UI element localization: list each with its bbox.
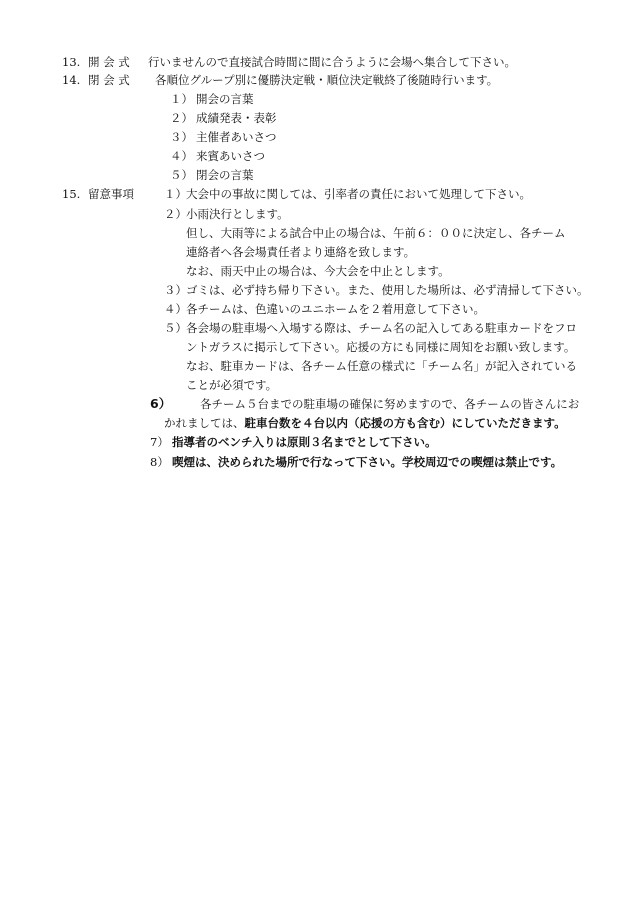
closing-step-number: ４） [170,149,193,163]
item-15-number: 15. [62,187,81,201]
item-14-text: 各順位グループ別に優勝決定戦・順位決定戦終了後随時行います。 [155,73,499,87]
item-14-label: 閉 会 式 [88,73,130,87]
note-8-text: 喫煙は、決められた場所で行なって下さい。学校周辺での喫煙は禁止です。 [172,455,563,469]
closing-step-text: 開会の言葉 [196,92,254,106]
note-5-line: ことが必須です。 [186,378,278,392]
closing-step-number: １） [170,92,193,106]
note-6-parking-limit: 駐車台数を４台以内（応援の方も含む）にしていただきます。 [244,416,566,430]
note-5-number: ５） [164,321,187,335]
note-7-number: 7） [150,435,169,449]
note-1-number: １） [164,187,187,201]
note-6-text: 各チーム５台までの駐車場の確保に努めますので、各チームの皆さんにお [200,397,580,411]
closing-step-text: 来賓あいさつ [196,149,265,163]
note-3-text: ゴミは、必ず持ち帰り下さい。また、使用した場所は、必ず清掃して下さい。 [186,283,589,297]
closing-step-number: ３） [170,130,193,144]
closing-step-number: ２） [170,111,193,125]
note-4-number: ４） [164,302,187,316]
note-2-line: なお、雨天中止の場合は、今大会を中止とします。 [186,264,450,278]
note-2-text: 小雨決行とします。 [186,207,289,221]
item-13-number: 13. [62,55,81,69]
note-5-text: 各会場の駐車場へ入場する際は、チーム名の記入してある駐車カードをフロ [186,321,577,335]
closing-step-text: 閉会の言葉 [196,168,254,182]
note-1-text: 大会中の事故に関しては、引率者の責任において処理して下さい。 [186,187,531,201]
note-5-line: ントガラスに掲示して下さい。応援の方にも同様に周知をお願い致します。 [186,340,576,354]
note-4-text: 各チームは、色違いのユニホームを２着用意して下さい。 [186,302,485,316]
note-7-text: 指導者のベンチ入りは原則３名までとして下さい。 [172,435,437,449]
note-6-line-2 [164,416,566,430]
note-2-line: 連絡者へ各会場責任者より連絡を致します。 [186,245,416,259]
note-2-number: ２） [164,207,187,221]
note-3-number: ３） [164,283,187,297]
note-8-number: 8） [150,455,169,469]
closing-step-text: 成績発表・表彰 [196,111,277,125]
closing-step-text: 主催者あいさつ [196,130,277,144]
item-13-label: 開 会 式 [88,55,130,69]
note-5-line: なお、駐車カードは、各チーム任意の様式に「チーム名」が記入されている [186,359,577,373]
item-13-text: 行いませんので直接試合時間に間に合うように会場へ集合して下さい。 [148,55,516,69]
note-6-line-2-plain: かれましては、 [164,416,245,430]
note-2-line: 但し、大雨等による試合中止の場合は、午前６：００に決定し、各チーム [186,226,566,240]
closing-step-number: ５） [170,168,193,182]
item-15-label: 留意事項 [88,187,134,201]
note-6-number: 6） [150,396,172,411]
item-14-number: 14. [62,73,81,87]
